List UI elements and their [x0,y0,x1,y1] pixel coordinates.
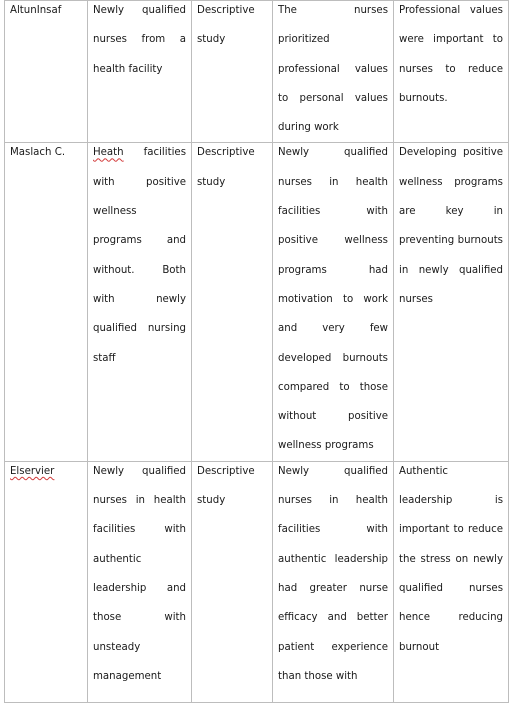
sample-text: Newly qualified nurses from a health facility [93,5,186,75]
author-text: Elservier [10,465,55,477]
design-cell [192,461,273,702]
literature-review-table [4,0,509,703]
table-row [5,461,509,702]
findings-text: Newly qualified nurses in health facilities with positive wellness programs had motivation to work and very few developed burnouts compared to those without positive wellness programs [278,147,388,452]
implication-text: Authentic leadership is important to reduce the stress on newly qualified nurses hence reducing burnout [399,465,503,653]
author-text: AltunInsaf [10,5,62,16]
design-text: Descriptive study [197,147,255,188]
findings-text: The nurses prioritized professional values to personal values during work [278,5,388,134]
design-cell [192,143,273,461]
sample-cell [88,1,192,143]
findings-text: Newly qualified nurses in health facilities with authentic leadership had greater nurse efficacy and better patient experience than those with [278,465,388,682]
design-text: Descriptive study [197,5,255,46]
design-text: Descriptive study [197,465,255,507]
sample-text: facilities with positive wellness programs and without. Both with newly qualified nursing staff [93,147,186,364]
implication-cell [394,461,509,702]
author-cell [5,1,88,143]
findings-cell [273,461,394,702]
implication-cell [394,1,509,143]
table-row [5,143,509,461]
implication-text: Developing positive wellness programs are key in preventing burnouts in newly qualified nurses [399,147,503,305]
sample-first-word: Heath [93,147,124,159]
implication-text: Professional values were important to nurses to reduce burnouts. [399,5,503,104]
design-cell [192,1,273,143]
sample-text: Newly qualified nurses in health facilities with authentic leadership and those with unsteady management [93,465,186,682]
implication-cell [394,143,509,461]
sample-cell [88,461,192,702]
sample-cell [88,143,192,461]
findings-cell [273,143,394,461]
author-cell [5,461,88,702]
author-cell [5,143,88,461]
author-text: Maslach C. [10,147,66,159]
table-row [5,1,509,143]
findings-cell [273,1,394,143]
